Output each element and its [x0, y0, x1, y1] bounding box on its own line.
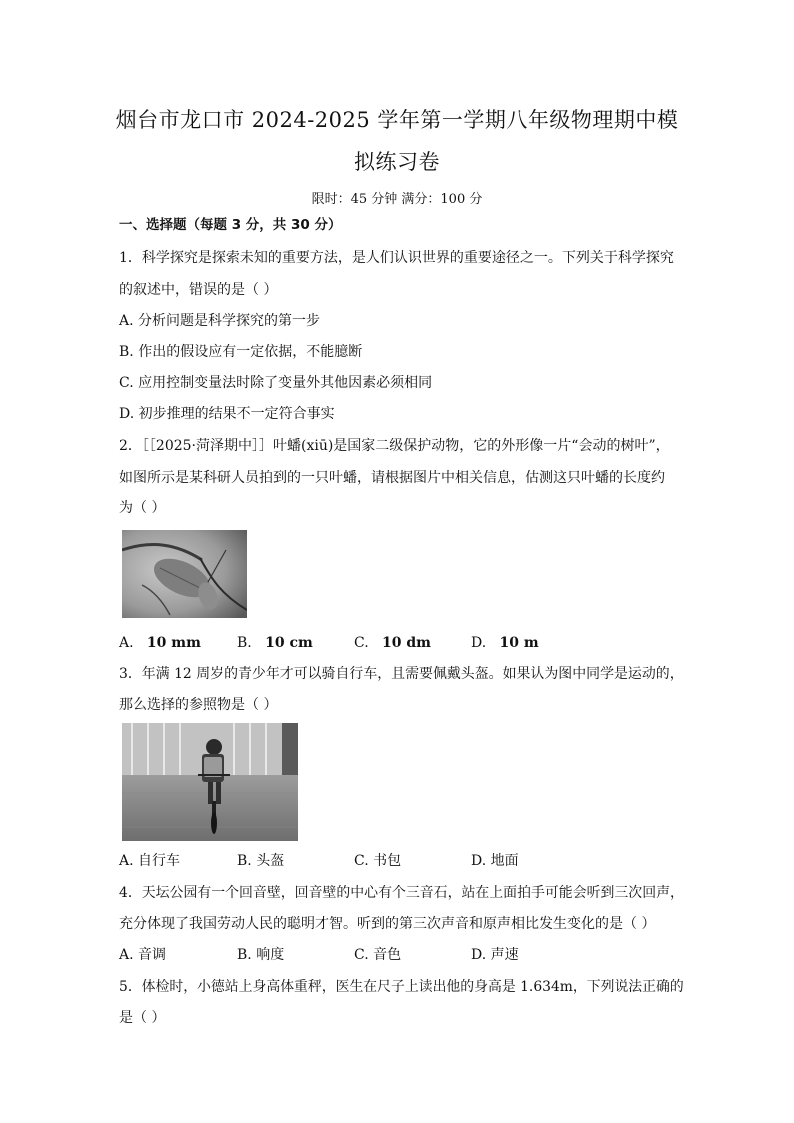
q4-option-d: D. 声速 [471, 947, 519, 963]
q2-option-d-text: 10 m [499, 635, 539, 651]
q1-option-d: D. 初步推理的结果不一定符合事实 [119, 406, 335, 422]
q1-stem-line2: 的叙述中，错误的是（ ） [119, 282, 278, 298]
q3-option-c: C. 书包 [354, 853, 402, 869]
q1-option-b: B. 作出的假设应有一定依据，不能臆断 [119, 344, 363, 360]
section-heading: 一、选择题（每题 3 分，共 30 分） [119, 217, 342, 233]
q2-option-b [237, 634, 313, 652]
q4-stem-line2: 充分体现了我国劳动人民的聪明才智。听到的第三次声音和原声相比发生变化的是（ ） [119, 916, 656, 932]
leaf-insect-photo [122, 530, 247, 618]
q1-option-a: A. 分析问题是科学探究的第一步 [119, 313, 321, 329]
q2-stem-line2: 如图所示是某科研人员拍到的一只叶蟠，请根据图片中相关信息，估测这只叶蟠的长度约 [119, 470, 665, 486]
q2-option-d-letter: D. [471, 635, 487, 651]
q2-stem-line3: 为（ ） [119, 500, 166, 516]
q3-option-a: A. 自行车 [119, 853, 181, 869]
q2-option-b-text: 10 cm [265, 635, 313, 651]
q4-option-c: C. 音色 [354, 947, 402, 963]
q3-stem-line2: 那么选择的参照物是（ ） [119, 697, 278, 713]
q4-option-a: A. 音调 [119, 947, 167, 963]
q2-option-d [471, 634, 539, 652]
q3-option-b: B. 头盔 [237, 853, 285, 869]
exam-title-line2: 拟练习卷 [354, 150, 440, 174]
q4-stem-line1: 4．天坛公园有一个回音壁，回音壁的中心有个三音石，站在上面拍手可能会听到三次回声， [119, 885, 684, 901]
q2-option-c [354, 634, 431, 652]
q2-option-c-letter: C. [354, 635, 369, 651]
q4-option-b: B. 响度 [237, 947, 285, 963]
q2-option-a [119, 634, 201, 652]
q2-option-c-text: 10 dm [382, 635, 431, 651]
q2-option-a-text: 10 mm [146, 635, 201, 651]
q1-stem-line1: 1．科学探究是探索未知的重要方法，是人们认识世界的重要途径之一。下列关于科学探究 [119, 250, 674, 266]
q5-stem-line1: 5．体检时，小德站上身高体重秤，医生在尺子上读出他的身高是 1.634m，下列说法正确的 [119, 979, 684, 995]
exam-title-line1: 烟台市龙口市 2024-2025 学年第一学期八年级物理期中模 [115, 108, 679, 132]
q2-option-b-letter: B. [237, 635, 252, 651]
q2-stem-line1: 2．［［2025·菏泽期中］］叶蟠(xiū)是国家二级保护动物，它的外形像一片“会动的树叶”， [119, 438, 670, 454]
bicycle-rider-photo [122, 723, 298, 841]
q3-stem-line1: 3．年满 12 周岁的青少年才可以骑自行车，且需要佩戴头盔。如果认为图中同学是运动的， [119, 666, 684, 682]
q2-option-a-letter: A. [119, 635, 134, 651]
q5-stem-line2: 是（ ） [119, 1010, 166, 1026]
q1-option-c: C. 应用控制变量法时除了变量外其他因素必须相同 [119, 375, 433, 391]
exam-info: 限时：45 分钟 满分：100 分 [311, 192, 483, 207]
q3-option-d: D. 地面 [471, 853, 519, 869]
